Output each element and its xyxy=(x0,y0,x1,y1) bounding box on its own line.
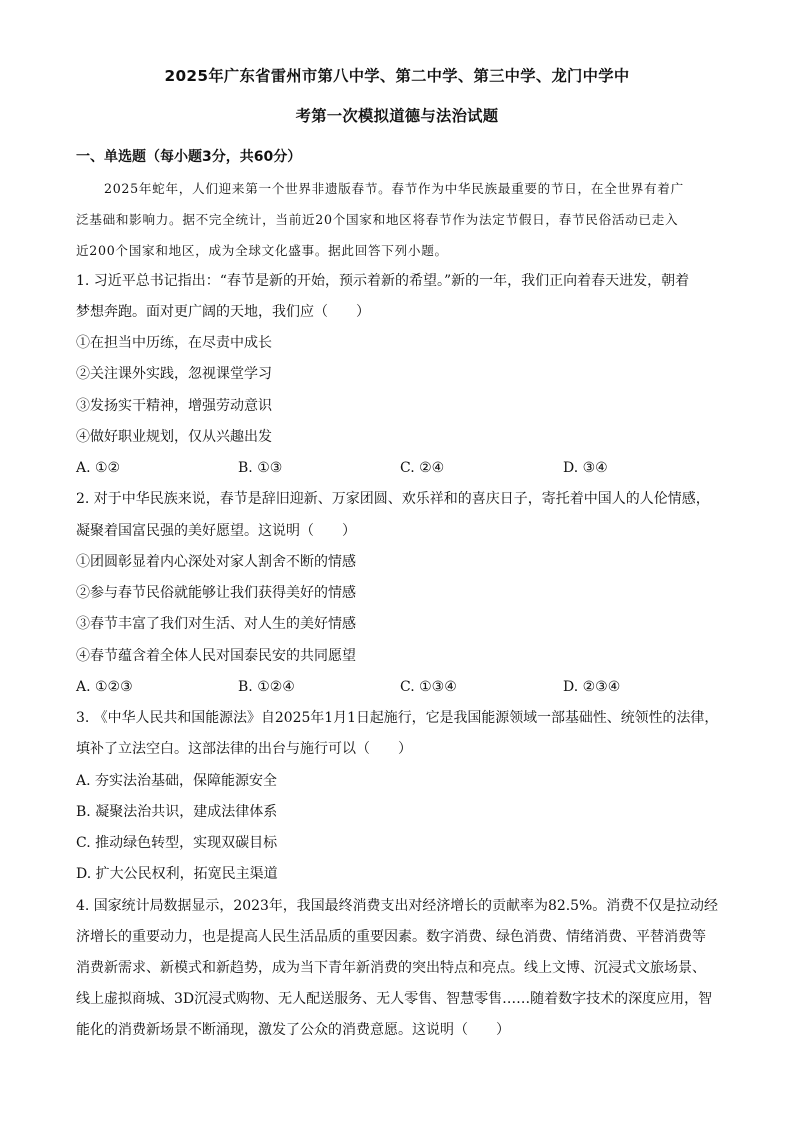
question-2-statement-2: ②参与春节民俗就能够让我们获得美好的情感 xyxy=(76,585,356,601)
question-2-stem-line-1: 2. 对于中华民族来说，春节是辞旧迎新、万家团圆、欢乐祥和的喜庆日子，寄托着中国人的人伦情感， xyxy=(76,491,710,507)
question-4-stem-line-4: 线上虚拟商城、3D沉浸式购物、无人配送服务、无人零售、智慧零售……随着数字技术的深度应用，智 xyxy=(76,991,713,1007)
question-3-choice-d[interactable]: D. 扩大公民权利，拓宽民主渠道 xyxy=(76,866,278,882)
question-2-statement-4: ④春节蕴含着全体人民对国泰民安的共同愿望 xyxy=(76,648,356,664)
question-1-statement-2: ②关注课外实践，忽视课堂学习 xyxy=(76,366,272,382)
question-1-statement-4: ④做好职业规划，仅从兴趣出发 xyxy=(76,429,272,445)
section-heading: 一、单选题（每小题3分，共60分） xyxy=(76,149,302,165)
question-3-stem-line-1: 3. 《中华人民共和国能源法》自2025年1月1日起施行，它是我国能源领域一部基础性、统领性的法律， xyxy=(76,710,719,726)
question-1-statement-1: ①在担当中历练，在尽责中成长 xyxy=(76,335,272,351)
exam-title-line-2: 考第一次模拟道德与法治试题 xyxy=(295,107,499,125)
question-1-stem-line-1: 1. 习近平总书记指出：“春节是新的开始，预示着新的希望。”新的一年，我们正向着春天进发，朝着 xyxy=(76,273,690,289)
question-2-choice-c[interactable]: C. ①③④ xyxy=(400,679,457,695)
question-2-statement-1: ①团圆彰显着内心深处对家人割舍不断的情感 xyxy=(76,554,356,570)
question-2-stem-line-2: 凝聚着国富民强的美好愿望。这说明（ ） xyxy=(76,523,356,539)
question-1-statement-3: ③发扬实干精神，增强劳动意识 xyxy=(76,398,272,414)
question-4-stem-line-2: 济增长的重要动力，也是提高人民生活品质的重要因素。数字消费、绿色消费、情绪消费、平替消费等 xyxy=(76,929,706,945)
question-2-choice-b[interactable]: B. ①②④ xyxy=(238,679,295,695)
question-2-statement-3: ③春节丰富了我们对生活、对人生的美好情感 xyxy=(76,616,356,632)
question-1-choice-a[interactable]: A. ①② xyxy=(76,460,121,476)
question-3-stem-line-2: 填补了立法空白。这部法律的出台与施行可以（ ） xyxy=(76,741,412,757)
exam-title-line-1: 2025年广东省雷州市第八中学、第二中学、第三中学、龙门中学中 xyxy=(164,67,630,85)
intro-line-1: 2025年蛇年，人们迎来第一个世界非遗版春节。春节作为中华民族最重要的节日，在全世界有着广 xyxy=(104,181,684,196)
question-1-choice-d[interactable]: D. ③④ xyxy=(563,460,608,476)
intro-line-3: 近200个国家和地区，成为全球文化盛事。据此回答下列小题。 xyxy=(76,243,448,258)
question-1-choice-b[interactable]: B. ①③ xyxy=(238,460,283,476)
question-2-choice-a[interactable]: A. ①②③ xyxy=(76,679,133,695)
question-4-stem-line-1: 4. 国家统计局数据显示，2023年，我国最终消费支出对经济增长的贡献率为82.5%。消费不仅是拉动经 xyxy=(76,898,718,914)
question-4-stem-line-5: 能化的消费新场景不断涌现，激发了公众的消费意愿。这说明（ ） xyxy=(76,1022,510,1038)
question-3-choice-c[interactable]: C. 推动绿色转型，实现双碳目标 xyxy=(76,835,278,851)
question-2-choice-d[interactable]: D. ②③④ xyxy=(563,679,621,695)
question-1-choice-c[interactable]: C. ②④ xyxy=(400,460,445,476)
question-3-choice-b[interactable]: B. 凝聚法治共识，建成法律体系 xyxy=(76,804,278,820)
question-4-stem-line-3: 消费新需求、新模式和新趋势，成为当下青年新消费的突出特点和亮点。线上文博、沉浸式文旅场景、 xyxy=(76,960,706,976)
question-1-stem-line-2: 梦想奔跑。面对更广阔的天地，我们应（ ） xyxy=(76,304,370,320)
intro-line-2: 泛基础和影响力。据不完全统计，当前近20个国家和地区将春节作为法定节假日，春节民俗活动已走入 xyxy=(76,212,679,227)
question-3-choice-a[interactable]: A. 夯实法治基础，保障能源安全 xyxy=(76,773,278,789)
